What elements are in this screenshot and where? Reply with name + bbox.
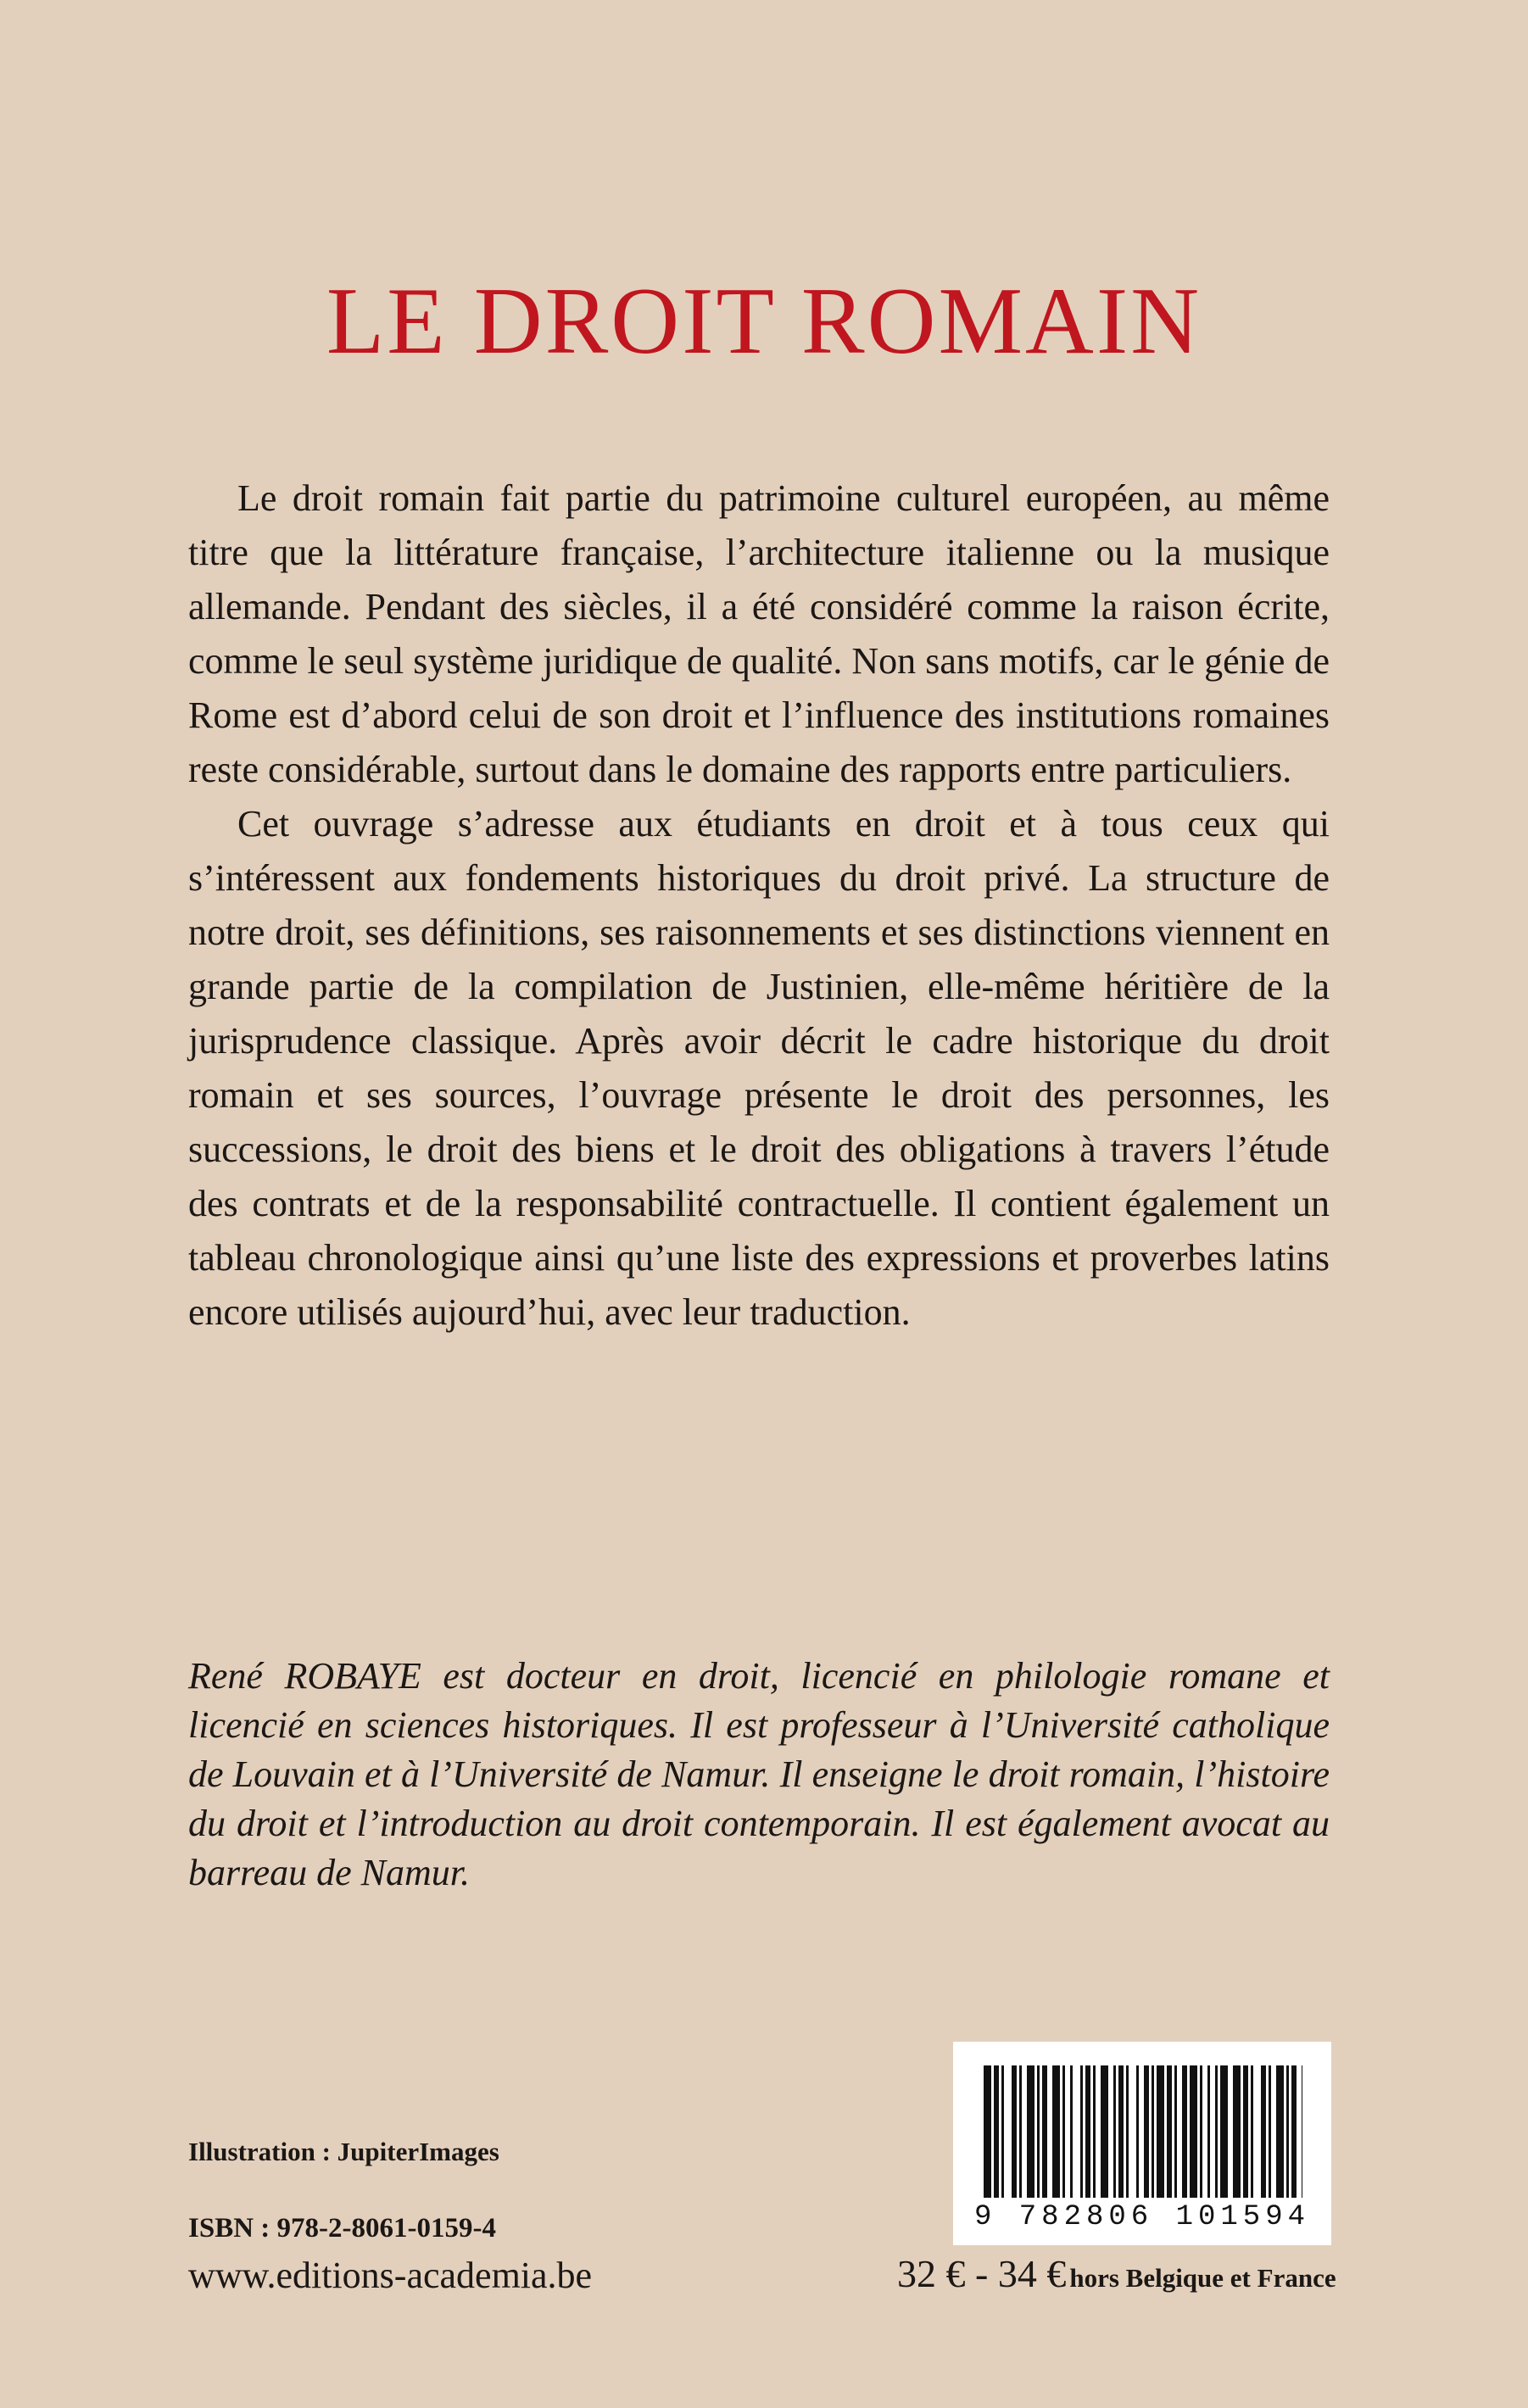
barcode-bar: [1070, 2065, 1073, 2198]
barcode-bar: [1118, 2065, 1124, 2198]
barcode-bar: [1207, 2065, 1210, 2198]
barcode-bar: [1042, 2065, 1047, 2198]
barcode-bar: [1144, 2065, 1149, 2198]
description: [188, 471, 1330, 1340]
publisher-website: www.editions-academia.be: [188, 2255, 593, 2296]
barcode-bar: [1012, 2065, 1017, 2198]
barcode-digits: 9 782806 101594: [973, 2201, 1311, 2233]
barcode-bar: [1152, 2065, 1154, 2198]
barcode-bar: [1080, 2065, 1083, 2198]
barcode-bar: [1027, 2065, 1034, 2198]
barcode-bar: [1276, 2065, 1284, 2198]
barcode-bar: [1243, 2065, 1248, 2198]
illustration-credit: Illustration : JupiterImages: [188, 2137, 499, 2166]
author-bio: René ROBAYE est docteur en droit, licencié en philologie romane et licencié en sciences historiques. Il est professeur à l’Université catholique de Louvain et à l’Université de Namur. Il enseigne le droit romain, l’histoire du droit et l’introduction au droit contemporain. Il est également avocat au barreau de Namur.: [188, 1655, 1330, 1893]
barcode-bar: [1200, 2065, 1202, 2198]
barcode-bar: [1291, 2065, 1297, 2198]
barcode-bar: [1157, 2065, 1164, 2198]
barcode-bar: [1182, 2065, 1187, 2198]
barcode-bar: [1052, 2065, 1060, 2198]
barcode-bar: [1215, 2065, 1218, 2198]
barcode-bar: [1093, 2065, 1096, 2198]
description-paragraph-2: Cet ouvrage s’adresse aux étudiants en droit et à tous ceux qui s’intéressent aux fondements historiques du droit privé. La structure de notre droit, ses définitions, ses raisonnements et ses distinctions viennent en grande partie de la compilation de Justinien, elle-même héritière de la jurisprudence classique. Après avoir décrit le cadre historique du droit romain et ses sources, l’ouvrage présente le droit des personnes, les successions, le droit des biens et le droit des obligations à travers l’étude des contrats et de la responsabilité contractuelle. Il contient également un tableau chronologique ainsi qu’une liste des expressions et proverbes latins encore utilisés aujourd’hui, avec leur traduction.: [188, 803, 1330, 1333]
barcode-bar: [1261, 2065, 1266, 2198]
barcode-bar: [1101, 2065, 1108, 2198]
price: 32 € - 34 €: [897, 2252, 1067, 2295]
barcode-bar: [1233, 2065, 1241, 2198]
barcode-bar: [1190, 2065, 1197, 2198]
barcode-bar: [1113, 2065, 1116, 2198]
barcode-bar: [1251, 2065, 1253, 2198]
barcode-bar: [1037, 2065, 1040, 2198]
book-title: LE DROIT ROMAIN: [326, 269, 1202, 375]
barcode-bar: [1019, 2065, 1022, 2198]
barcode: [953, 2042, 1331, 2245]
barcode-bar: [1001, 2065, 1004, 2198]
barcode-bar: [984, 2065, 991, 2198]
description-paragraph-1: Le droit romain fait partie du patrimoine culturel européen, au même titre que la littérature française, l’architecture italienne ou la musique allemande. Pendant des siècles, il a été considéré comme la raison écrite, comme le seul système juridique de qualité. Non sans motifs, car le génie de Rome est d’abord celui de son droit et l’influence des institutions romaines reste considérable, surtout dans le domaine des rapports entre particuliers.: [188, 477, 1330, 790]
barcode-bar: [1174, 2065, 1177, 2198]
barcode-bar: [1167, 2065, 1172, 2198]
barcode-bar: [1136, 2065, 1139, 2198]
barcode-bar: [1126, 2065, 1129, 2198]
barcode-bar: [1220, 2065, 1228, 2198]
barcode-bar: [1286, 2065, 1289, 2198]
price-line: [897, 2251, 1336, 2296]
barcode-bar: [1085, 2065, 1090, 2198]
isbn: ISBN : 978-2-8061-0159-4: [188, 2213, 496, 2244]
price-note: hors Belgique et France: [1069, 2263, 1336, 2293]
barcode-bar: [1062, 2065, 1065, 2198]
barcode-bar: [1269, 2065, 1271, 2198]
barcode-bar: [994, 2065, 999, 2198]
